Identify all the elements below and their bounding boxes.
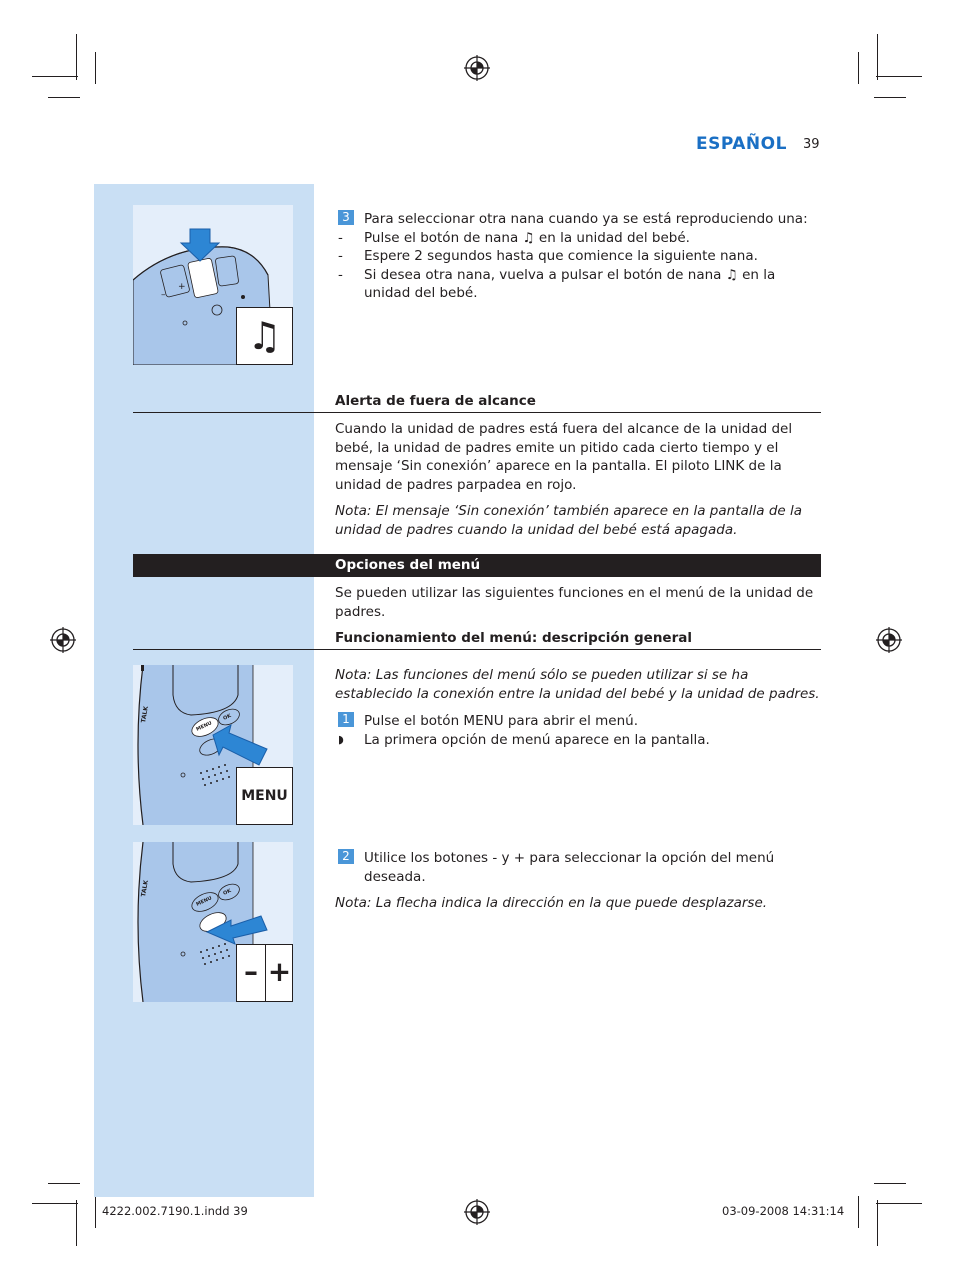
- step-3-text: Para seleccionar otra nana cuando ya se está reproduciendo una:: [364, 211, 808, 227]
- result-mark: ◗: [338, 732, 344, 746]
- note: Nota: La flecha indica la dirección en la que puede desplazarse.: [335, 895, 768, 911]
- section-divider: [133, 649, 821, 650]
- lullaby-icon: ♫: [236, 307, 293, 365]
- crop-mark: [858, 1196, 859, 1228]
- list-item-text: Si desea otra nana, vuelva a pulsar el botón de nana ♫ en la unidad del bebé.: [364, 266, 776, 301]
- crop-mark: [48, 1183, 80, 1184]
- section-title-bar: [133, 554, 821, 577]
- menu-button-icon: MENU: [236, 767, 293, 825]
- step-3-block: [338, 210, 820, 303]
- crop-mark: [32, 76, 78, 77]
- list-item: [338, 229, 820, 248]
- list-item: [338, 266, 820, 303]
- registration-mark-icon: [50, 627, 76, 653]
- dash-mark: -: [338, 248, 343, 264]
- language-label: ESPAÑOL: [696, 134, 787, 154]
- minus-plus-buttons-icon: [236, 944, 293, 1002]
- step-badge: 3: [338, 210, 354, 225]
- section-divider: [133, 412, 821, 413]
- dash-mark: -: [338, 266, 343, 283]
- parent-unit-plus-minus-illustration: [133, 842, 293, 1002]
- footer-file: 4222.002.7190.1.indd 39: [102, 1204, 248, 1218]
- crop-mark: [858, 52, 859, 84]
- note: Nota: El mensaje ‘Sin conexión’ también aparece en la pantalla de la unidad de padres cuando la unidad del bebé está apagada.: [335, 503, 803, 538]
- step-2-instruction: [338, 849, 820, 886]
- device-menu-label: MENU: [195, 895, 213, 908]
- talk-label: TALK: [140, 705, 150, 724]
- footer-timestamp: 03-09-2008 14:31:14: [722, 1204, 845, 1218]
- registration-mark-icon: [464, 1199, 490, 1225]
- step-1-instruction: [338, 712, 820, 731]
- step-badge: 1: [338, 712, 354, 727]
- result-item: [338, 731, 820, 750]
- paragraph: Cuando la unidad de padres está fuera del alcance de la unidad del bebé, la unidad de padres emite un pitido cada cierto tiempo y el mensaje ‘Sin conexión’ aparece en la pantalla. El piloto LINK de la unidad de padres parpadea en rojo.: [335, 421, 793, 493]
- talk-label: TALK: [140, 879, 150, 898]
- dash-mark: -: [338, 229, 343, 246]
- crop-mark: [76, 34, 77, 80]
- list-item-text: Espere 2 segundos hasta que comience la siguiente nana.: [364, 248, 758, 264]
- registration-mark-icon: [464, 55, 490, 81]
- registration-mark-icon: [876, 627, 902, 653]
- result-text: La primera opción de menú aparece en la pantalla.: [364, 731, 710, 748]
- section-title: Opciones del menú: [335, 557, 481, 573]
- crop-mark: [877, 1200, 878, 1246]
- paragraph: Se pueden utilizar las siguientes funciones en el menú de la unidad de padres.: [335, 585, 814, 620]
- device-menu-label: MENU: [195, 720, 213, 733]
- crop-mark: [95, 1196, 96, 1228]
- svg-text:+: +: [178, 282, 186, 292]
- baby-unit-illustration: [133, 205, 293, 365]
- step-badge: 2: [338, 849, 354, 864]
- note: Nota: Las funciones del menú sólo se pueden utilizar si se ha establecido la conexión entre la unidad del bebé y la unidad de padres.: [335, 667, 820, 702]
- crop-mark: [32, 1203, 78, 1204]
- device-ok-label: OK: [222, 712, 233, 722]
- crop-mark: [76, 1200, 77, 1246]
- step-1-block: [338, 712, 820, 749]
- step-2-text: Utilice los botones - y + para seleccionar la opción del menú deseada.: [364, 850, 775, 885]
- step-2-block: [338, 849, 820, 886]
- crop-mark: [874, 97, 906, 98]
- crop-mark: [95, 52, 96, 84]
- svg-text:–: –: [161, 290, 166, 300]
- minus-icon: –: [244, 955, 258, 988]
- crop-mark: [876, 76, 922, 77]
- crop-mark: [877, 34, 878, 80]
- plus-icon: +: [267, 955, 292, 988]
- subsection-heading: Funcionamiento del menú: descripción general: [335, 630, 692, 646]
- page-number: 39: [803, 137, 820, 152]
- crop-mark: [876, 1203, 922, 1204]
- crop-mark: [874, 1183, 906, 1184]
- section-heading: Alerta de fuera de alcance: [335, 393, 536, 409]
- device-ok-label: OK: [222, 887, 233, 897]
- parent-unit-menu-illustration: [133, 665, 293, 825]
- step-1-text: Pulse el botón MENU para abrir el menú.: [364, 713, 639, 729]
- list-item-text: Pulse el botón de nana ♫ en la unidad del bebé.: [364, 229, 690, 246]
- crop-mark: [48, 97, 80, 98]
- list-item: [338, 247, 820, 266]
- step-3-instruction: [338, 210, 820, 229]
